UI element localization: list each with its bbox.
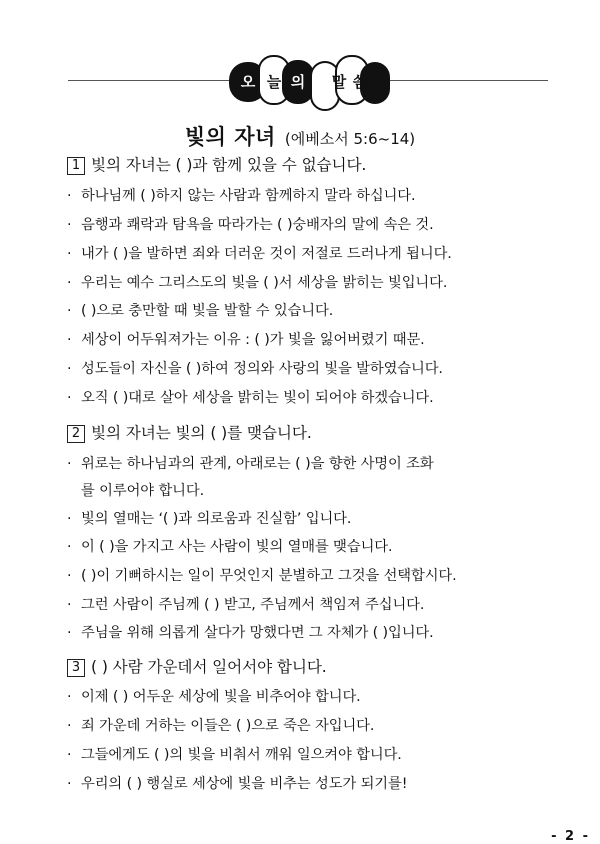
bullet-dot: · bbox=[67, 718, 72, 734]
header-char-5: 씀 bbox=[352, 73, 368, 91]
line-text: 빛의 열매는 ‘( )과 의로움과 진실함’ 입니다. bbox=[81, 511, 352, 527]
section-number-box: 2 bbox=[67, 425, 85, 443]
page-title bbox=[0, 121, 600, 151]
list-item bbox=[67, 746, 402, 764]
list-item bbox=[67, 331, 425, 349]
line-text: 죄 가운데 거하는 이들은 ( )으로 죽은 자입니다. bbox=[81, 718, 375, 734]
bullet-dot: · bbox=[67, 361, 72, 377]
line-text: 를 이루어야 합니다. bbox=[81, 483, 205, 499]
list-item bbox=[67, 274, 447, 292]
page-number: - 2 - bbox=[551, 829, 590, 844]
list-item-continuation bbox=[67, 482, 204, 500]
list-item bbox=[67, 775, 407, 793]
list-item bbox=[67, 360, 443, 378]
line-text: 그들에게도 ( )의 빛을 비춰서 깨워 일으켜야 합니다. bbox=[81, 747, 402, 763]
bullet-dot: · bbox=[67, 275, 72, 291]
header-char-4: 말 bbox=[331, 73, 347, 91]
section-number-box: 3 bbox=[67, 659, 85, 677]
heading-text: 빛의 자녀는 빛의 ( )를 맺습니다. bbox=[91, 424, 312, 442]
header-char-2: 늘 bbox=[266, 73, 282, 91]
heading-text: 빛의 자녀는 ( )과 함께 있을 수 없습니다. bbox=[91, 156, 367, 174]
bullet-dot: · bbox=[67, 625, 72, 641]
line-text: 내가 ( )을 발하면 죄와 더러운 것이 저절로 드러나게 됩니다. bbox=[81, 246, 452, 262]
bullet-dot: · bbox=[67, 689, 72, 705]
list-item bbox=[67, 596, 424, 614]
heading-text: ( ) 사람 가운데서 일어서야 합니다. bbox=[91, 658, 327, 676]
header-pills bbox=[0, 50, 600, 120]
bullet-dot: · bbox=[67, 776, 72, 792]
section-number-box: 1 bbox=[67, 157, 85, 175]
line-text: 하나님께 ( )하지 않는 사람과 함께하지 말라 하십니다. bbox=[81, 188, 416, 204]
list-item bbox=[67, 688, 361, 706]
line-text: 세상이 어두워져가는 이유 : ( )가 빛을 잃어버렸기 때문. bbox=[81, 332, 425, 348]
header-char-1: 오 bbox=[240, 73, 256, 91]
bullet-dot: · bbox=[67, 390, 72, 406]
bullet-dot: · bbox=[67, 246, 72, 262]
line-text: 성도들이 자신을 ( )하여 정의와 사랑의 빛을 발하였습니다. bbox=[81, 361, 443, 377]
bullet-dot: · bbox=[67, 539, 72, 555]
list-item bbox=[67, 567, 457, 585]
bullet-dot: · bbox=[67, 511, 72, 527]
line-text: 오직 ( )대로 살아 세상을 밝히는 빛이 되어야 하겠습니다. bbox=[81, 390, 434, 406]
bullet-dot: · bbox=[67, 747, 72, 763]
header-banner bbox=[0, 50, 600, 120]
title-main: 빛의 자녀 bbox=[184, 125, 276, 149]
line-text: 주님을 위해 의롭게 살다가 망했다면 그 자체가 ( )입니다. bbox=[81, 625, 434, 641]
line-text: 이 ( )을 가지고 사는 사람이 빛의 열매를 맺습니다. bbox=[81, 539, 393, 555]
list-item bbox=[67, 510, 351, 528]
bullet-dot: · bbox=[67, 303, 72, 319]
line-text: 우리는 예수 그리스도의 빛을 ( )서 세상을 밝히는 빛입니다. bbox=[81, 275, 448, 291]
line-text: ( )으로 충만할 때 빛을 발할 수 있습니다. bbox=[81, 303, 334, 319]
bullet-dot: · bbox=[67, 217, 72, 233]
line-text: 이제 ( ) 어두운 세상에 빛을 비추어야 합니다. bbox=[81, 689, 361, 705]
bullet-dot: · bbox=[67, 597, 72, 613]
title-reference: (에베소서 5:6~14) bbox=[284, 130, 416, 148]
line-text: 음행과 쾌락과 탐욕을 따라가는 ( )숭배자의 말에 속은 것. bbox=[81, 217, 434, 233]
line-text: 그런 사람이 주님께 ( ) 받고, 주님께서 책임져 주십니다. bbox=[81, 597, 425, 613]
list-item bbox=[67, 216, 434, 234]
list-item bbox=[67, 245, 452, 263]
line-text: 위로는 하나님과의 관계, 아래로는 ( )을 향한 사명이 조화 bbox=[81, 456, 434, 472]
list-item bbox=[67, 187, 415, 205]
list-item bbox=[67, 538, 392, 556]
bullet-dot: · bbox=[67, 332, 72, 348]
list-item bbox=[67, 302, 333, 320]
header-char-3: 의 bbox=[290, 73, 306, 91]
bullet-dot: · bbox=[67, 456, 72, 472]
line-text: 우리의 ( ) 행실로 세상에 빛을 비추는 성도가 되기를! bbox=[81, 776, 408, 792]
section-2-heading bbox=[67, 424, 312, 443]
list-item bbox=[67, 717, 374, 735]
list-item bbox=[67, 624, 434, 642]
section-1-heading bbox=[67, 156, 366, 175]
list-item bbox=[67, 389, 434, 407]
bullet-dot: · bbox=[67, 568, 72, 584]
list-item bbox=[67, 455, 434, 473]
bullet-dot: · bbox=[67, 188, 72, 204]
section-3-heading bbox=[67, 658, 327, 677]
line-text: ( )이 기뻐하시는 일이 무엇인지 분별하고 그것을 선택합시다. bbox=[81, 568, 457, 584]
